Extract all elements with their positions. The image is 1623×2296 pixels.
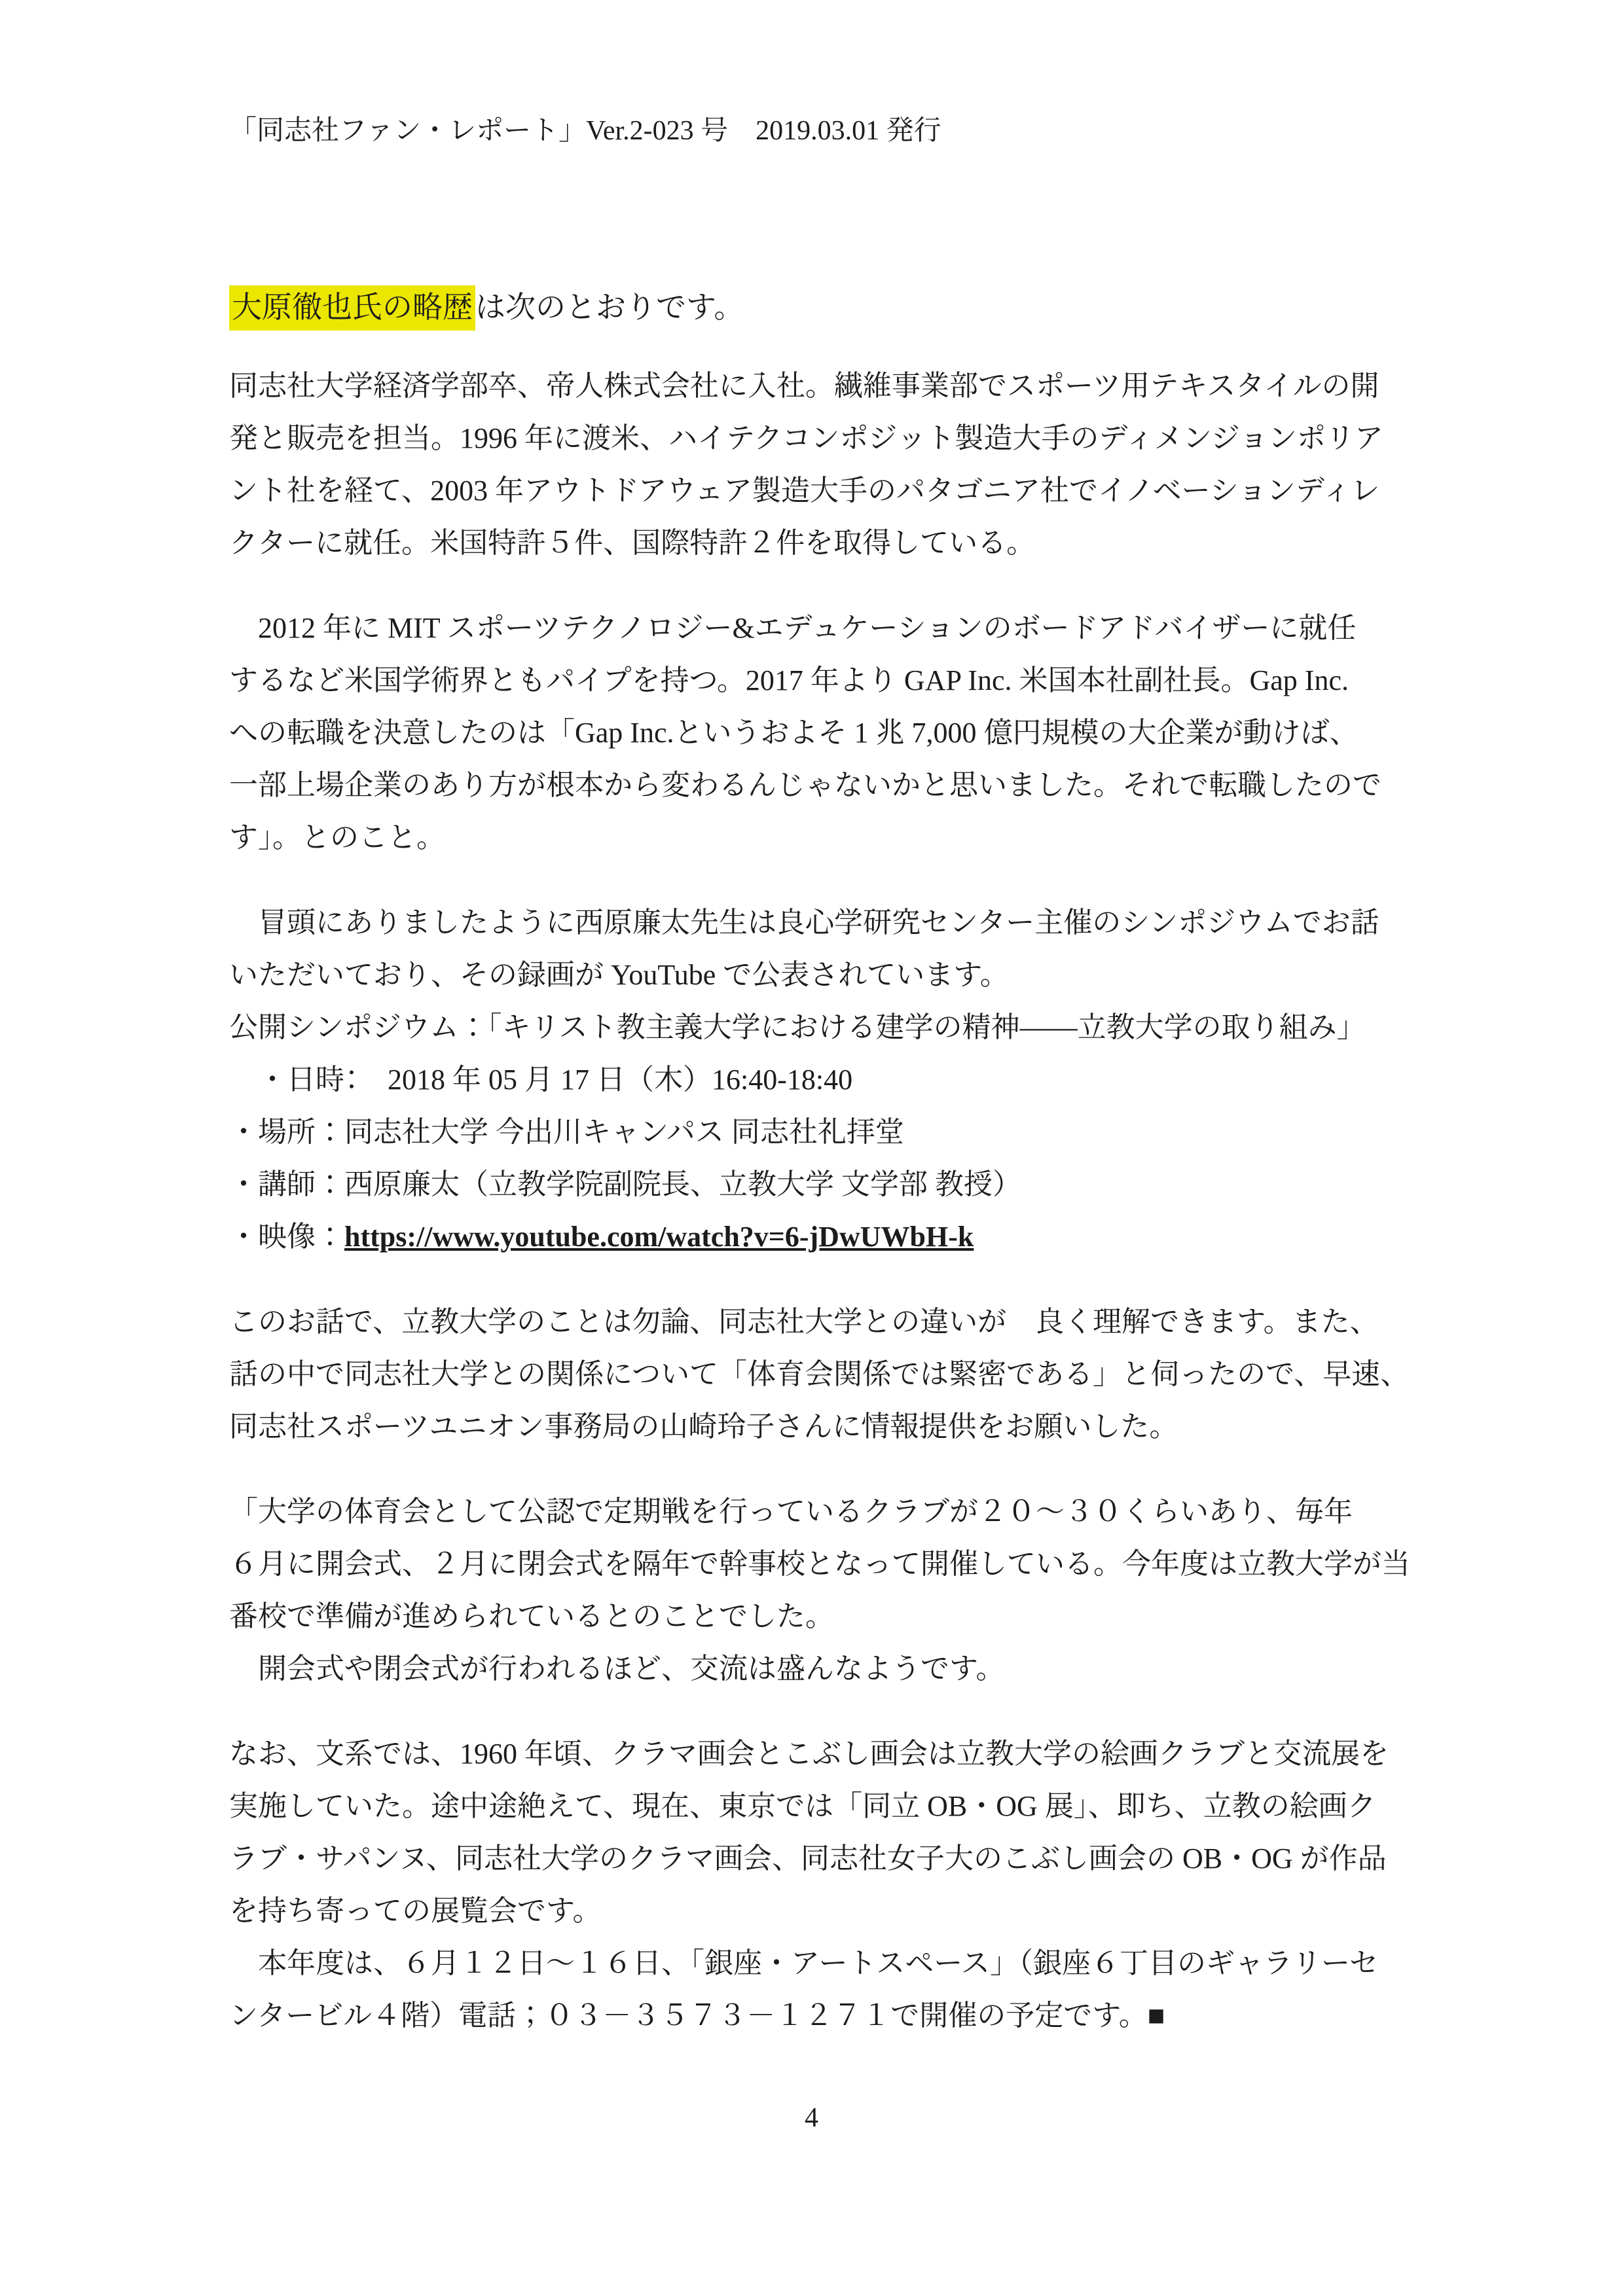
- paragraph-line: このお話で、立教大学のことは勿論、同志社大学との違いが 良く理解できます。また、: [229, 1306, 1379, 1338]
- symposium-place: ・場所：同志社大学 今出川キャンパス 同志社礼拝堂: [229, 1116, 904, 1148]
- paragraph-line: 2012 年に MIT スポーツテクノロジー&エデュケーションのボードアドバイザーに就任: [229, 612, 1357, 644]
- paragraph-line: ント社を経て、2003 年アウトドアウェア製造大手のパタゴニア社でイノベーションディレ: [229, 475, 1380, 507]
- paragraph-sports-clubs: [229, 1486, 1410, 1695]
- paragraph-line: 同志社大学経済学部卒、帝人株式会社に入社。繊維事業部でスポーツ用テキスタイルの開: [229, 370, 1379, 402]
- heading-rest-text: は次のとおりです。: [475, 291, 744, 324]
- paragraph-line: クターに就任。米国特許５件、国際特許２件を取得している。: [229, 527, 1036, 559]
- paragraph-line: 冒頭にありましたように西原廉太先生は良心学研究センター主催のシンポジウムでお話: [229, 906, 1379, 939]
- paragraph-mit-gap: [229, 602, 1401, 864]
- paragraph-line: 発と販売を担当。1996 年に渡米、ハイテクコンポジット製造大手のディメンジョンポリア: [229, 422, 1383, 454]
- section-heading: [229, 281, 1401, 334]
- paragraph-line: 番校で準備が進められているとのことでした。: [229, 1600, 834, 1632]
- paragraph-art-clubs: [229, 1728, 1401, 2042]
- symposium-datetime: ・日時： 2018 年 05 月 17 日（木）16:40-18:40: [229, 1064, 853, 1096]
- paragraph-career: [229, 360, 1401, 569]
- document-header: 「同志社ファン・レポート」Ver.2-023 号 2019.03.01 発行: [229, 116, 941, 146]
- page-number: 4: [805, 2103, 818, 2133]
- paragraph-line: 開会式や閉会式が行われるほど、交流は盛んなようです。: [229, 1653, 1005, 1685]
- paragraph-line: するなど米国学術界ともパイプを持つ。2017 年より GAP Inc. 米国本社副社長。Gap Inc.: [229, 664, 1349, 696]
- paragraph-line: 話の中で同志社大学との関係について「体育会関係では緊密である」と伺ったので、早速、: [229, 1358, 1410, 1390]
- symposium-lecturer: ・講師：西原廉太（立教学院副院長、立教大学 文学部 教授）: [229, 1168, 1021, 1200]
- paragraph-line: ６月に開会式、２月に閉会式を隔年で幹事校となって開催している。今年度は立教大学が当: [229, 1548, 1410, 1580]
- paragraph-line: を持ち寄っての展覧会です。: [229, 1895, 602, 1927]
- video-label: ・映像：: [229, 1221, 344, 1253]
- paragraph-line: 一部上場企業のあり方が根本から変わるんじゃないかと思いました。それで転職したので: [229, 769, 1381, 801]
- paragraph-line: いただいており、その録画が YouTube で公表されています。: [229, 959, 1009, 991]
- paragraph-line: 公開シンポジウム：「キリスト教主義大学における建学の精神――立教大学の取り組み」: [229, 1011, 1366, 1043]
- paragraph-line: 「大学の体育会として公認で定期戦を行っているクラブが２０～３０くらいあり、毎年: [229, 1496, 1353, 1528]
- paragraph-line: す」。とのこと。: [229, 821, 445, 853]
- paragraph-line: 実施していた。途中途絶えて、現在、東京では「同立 OB・OG 展」、即ち、立教の絵画ク: [229, 1790, 1376, 1822]
- symposium-video: [229, 1211, 1401, 1263]
- paragraph-symposium-intro: [229, 897, 1401, 1054]
- paragraph-line: 本年度は、６月１２日～１６日、「銀座・アートスペース」（銀座６丁目のギャラリーセ: [229, 1947, 1379, 1979]
- paragraph-line: への転職を決意したのは「Gap Inc.というおよそ 1 兆 7,000 億円規模の大企業が動けば、: [229, 717, 1359, 749]
- document-content: [229, 105, 1410, 2042]
- paragraph-line: なお、文系では、1960 年頃、クラマ画会とこぶし画会は立教大学の絵画クラブと交流展を: [229, 1738, 1389, 1770]
- paragraph-understanding: [229, 1296, 1410, 1453]
- symposium-details-list: [229, 1054, 1401, 1263]
- paragraph-line: 同志社スポーツユニオン事務局の山崎玲子さんに情報提供をお願いした。: [229, 1410, 1178, 1443]
- paragraph-line: ンタービル４階）電話；０３－３５７３－１２７１で開催の予定です。■: [229, 2000, 1165, 2032]
- highlighted-heading-text: 大原徹也氏の略歴: [229, 285, 475, 331]
- youtube-link[interactable]: https://www.youtube.com/watch?v=6-jDwUWbH-k: [344, 1221, 974, 1253]
- paragraph-line: ラブ・サパンヌ、同志社大学のクラマ画会、同志社女子大のこぶし画会の OB・OG が作品: [229, 1842, 1387, 1874]
